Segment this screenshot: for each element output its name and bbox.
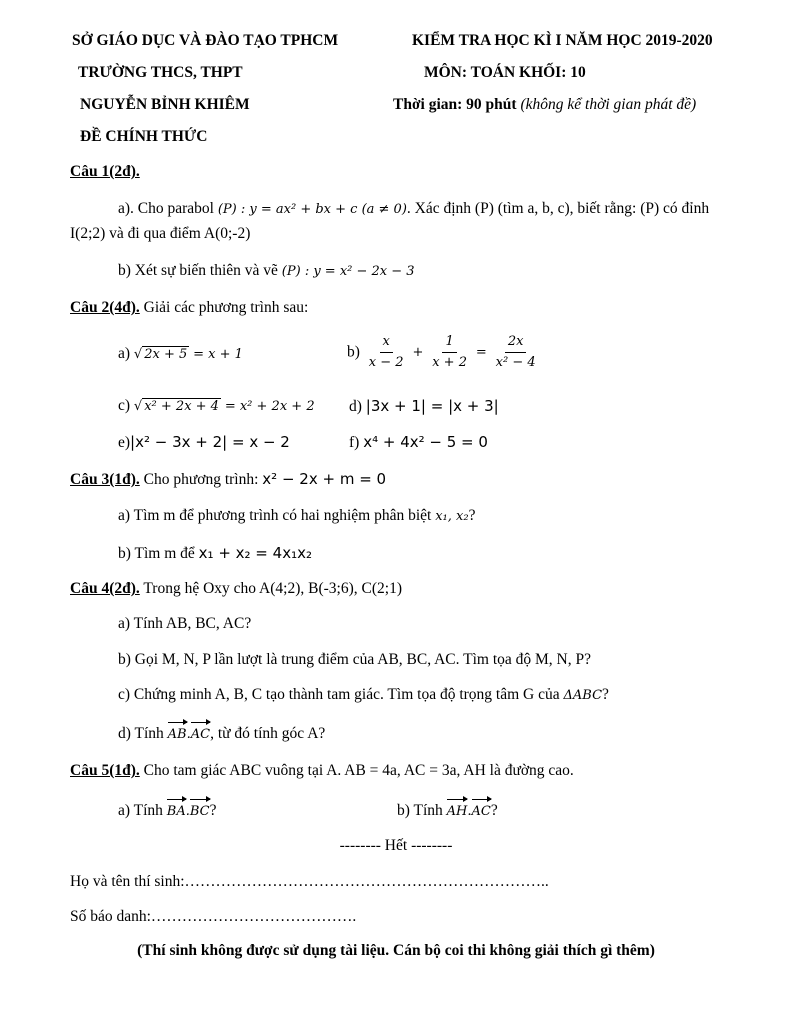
q5-header [70, 761, 574, 781]
q2-intro: Giải các phương trình sau: [143, 299, 309, 316]
q2-c-rhs: = x² + 2x + 2 [224, 399, 315, 414]
exam-rules-note: (Thí sinh không được sử dụng tài liệu. Cán bộ coi thi không giải thích gì thêm) [137, 942, 655, 959]
q5-a-vector-ba: BA [167, 802, 186, 822]
q3-title: Câu 3(1đ). [70, 471, 140, 488]
q2-e-equation: |x² − 3x + 2| = x − 2 [130, 433, 290, 451]
q2-d-equation: |3x + 1| = |x + 3| [365, 397, 499, 415]
q1-a-text-post: . Xác định (P) (tìm a, b, c), biết rằng: (P) có đỉnh [406, 200, 710, 217]
q4-part-d: d) Tính AB.AC, từ đó tính góc A? [118, 724, 325, 745]
q1-a-formula: (P) : y = ax² + bx + c (a ≠ 0) [217, 202, 407, 217]
q3-a-text: a) Tìm m để phương trình có hai nghiệm phân biệt [118, 507, 432, 524]
q3-a-vars: x₁, x₂ [435, 509, 469, 524]
exam-title: KIỂM TRA HỌC KÌ I NĂM HỌC 2019-2020 [412, 32, 713, 49]
subject-title: MÔN: TOÁN KHỐI: 10 [424, 64, 586, 81]
q2-b-fraction2: $\frac{1}{x + 2}$ [432, 334, 467, 370]
q1-b-text: b) Xét sự biến thiên và vẽ [118, 262, 278, 279]
q1-title: Câu 1(2đ). [70, 163, 140, 180]
q3-part-a: a) Tìm m để phương trình có hai nghiệm phân biệt x₁, x₂? [118, 507, 476, 524]
q1-a-text: a). Cho parabol [118, 200, 214, 217]
q4-d-vector-ac: AC [191, 725, 210, 745]
q2-b-fraction1: $\frac{x}{x - 2}$ [368, 334, 404, 370]
q2-part-c: c) √ x² + 2x + 4 = x² + 2x + 2 [118, 397, 315, 414]
q2-a-radicand: 2x + 5 [144, 347, 188, 362]
q4-intro: Trong hệ Oxy cho A(4;2), B(-3;6), C(2;1) [143, 580, 402, 597]
time-note: (không kể thời gian phát đề) [520, 96, 697, 113]
q4-d-vector-ab: AB [168, 725, 187, 745]
q4-title: Câu 4(2đ). [70, 580, 140, 597]
q4-header [70, 579, 402, 599]
q2-part-b: b) $\frac{x}{x - 2}$ + $\frac{1}{x + 2}$ = $\frac{2x}{\text{x² − 4}}$ [347, 334, 541, 371]
school-name-line2: NGUYỄN BỈNH KHIÊM [80, 96, 250, 113]
exam-time [393, 95, 696, 115]
candidate-name-field: Họ và tên thí sinh:…………………………………………………………….. [70, 873, 549, 890]
q4-part-a: a) Tính AB, BC, AC? [118, 615, 252, 632]
q2-part-d [349, 396, 499, 417]
q5-a-vector-bc: BC [190, 802, 210, 822]
q4-part-b: b) Gọi M, N, P lần lượt là trung điểm của AB, BC, AC. Tìm tọa độ M, N, P? [118, 651, 591, 668]
q2-part-f [349, 432, 488, 453]
department-name: SỞ GIÁO DỤC VÀ ĐÀO TẠO TPHCM [72, 32, 339, 49]
q3-b-text: b) Tìm m để [118, 545, 195, 562]
time-label: Thời gian: 90 phút [393, 96, 517, 113]
q5-a-text: a) Tính [118, 802, 163, 819]
q5-b-text: b) Tính [397, 802, 443, 819]
q4-c-triangle: ΔABC [563, 688, 603, 703]
official-exam-label: ĐỀ CHÍNH THỨC [80, 128, 208, 145]
q2-c-label: c) [118, 397, 131, 414]
q5-intro: Cho tam giác ABC vuông tại A. AB = 4a, AC = 3a, AH là đường cao. [143, 762, 574, 779]
q3-intro: Cho phương trình: [143, 471, 259, 488]
q5-title: Câu 5(1đ). [70, 762, 140, 779]
q2-title: Câu 2(4đ). [70, 299, 140, 316]
q5-b-vector-ac: AC [472, 802, 491, 822]
q3-part-b [118, 543, 312, 564]
q2-part-a: a) √ 2x + 5 = x + 1 [118, 345, 243, 362]
q2-b-fraction3: $\frac{2x}{\text{x² − 4}}$ [495, 334, 536, 370]
q5-b-vector-ah: AH [447, 802, 468, 822]
q2-f-equation: x⁴ + 4x² − 5 = 0 [363, 433, 488, 451]
q2-f-label: f) [349, 434, 360, 451]
q1-part-b [118, 261, 415, 282]
q4-c-text: c) Chứng minh A, B, C tạo thành tam giác. Tìm tọa độ trọng tâm G của [118, 686, 560, 703]
q2-d-label: d) [349, 398, 362, 415]
end-marker: -------- Hết -------- [339, 837, 453, 854]
q3-header [70, 469, 386, 490]
q1-part-a-cont: I(2;2) và đi qua điểm A(0;-2) [70, 225, 251, 242]
q2-header [70, 298, 308, 318]
q4-d-text: d) Tính [118, 725, 164, 742]
q2-c-radicand: x² + 2x + 4 [144, 399, 219, 414]
q1-part-a [118, 199, 709, 220]
q2-part-e [118, 432, 290, 453]
q2-e-label: e) [118, 434, 131, 451]
q2-b-label: b) [347, 343, 360, 361]
q3-b-equation: x₁ + x₂ = 4x₁x₂ [198, 544, 312, 562]
q2-a-label: a) [118, 345, 131, 362]
q2-a-rhs: = x + 1 [193, 347, 243, 362]
q5-part-b: b) Tính AH.AC? [397, 801, 498, 822]
q5-part-a: a) Tính BA.BC? [118, 801, 217, 822]
q1-b-formula: (P) : y = x² − 2x − 3 [281, 264, 415, 279]
school-name-line1: TRƯỜNG THCS, THPT [78, 64, 243, 81]
candidate-id-field: Số báo danh:…………………………………. [70, 908, 357, 925]
q4-part-c: c) Chứng minh A, B, C tạo thành tam giác. Tìm tọa độ trọng tâm G của ΔABC? [118, 686, 609, 703]
q3-equation: x² − 2x + m = 0 [262, 470, 387, 488]
